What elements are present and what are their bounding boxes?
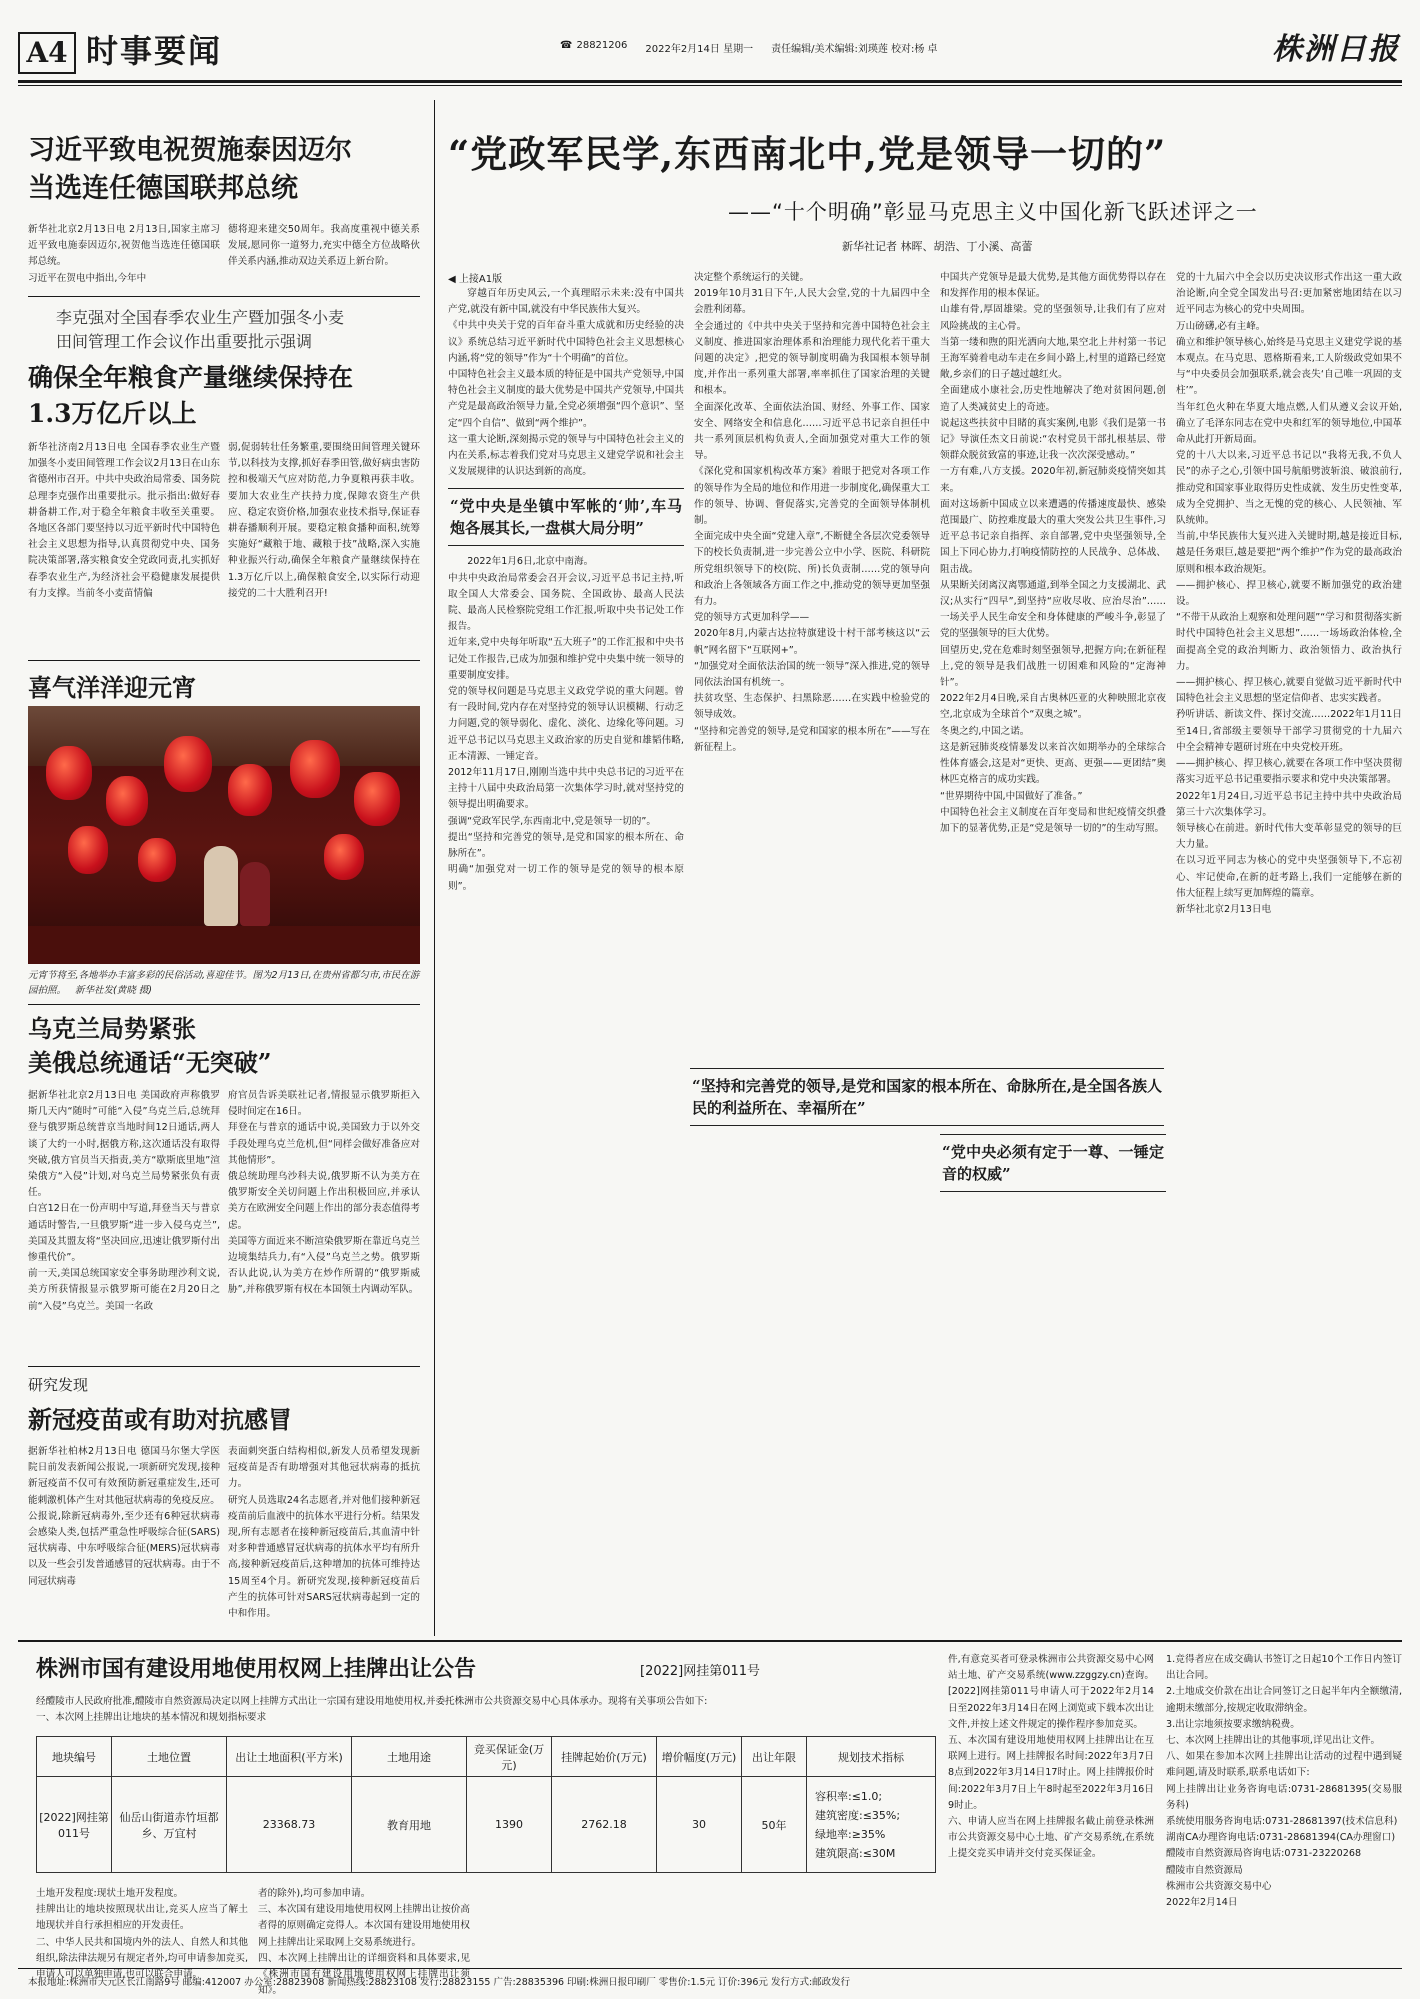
lantern-photo [28,706,420,964]
ukraine-body-col2: 府官员告诉美联社记者,情报显示俄罗斯拒入侵时间定在16日。 拜登在与普京的通话中说,美国致力于以外交手段处理乌克兰危机,但“同样会做好准备应对其他情形”。 俄总统助理乌沙科夫说,俄罗斯不认为美方在俄罗斯安全关切问题上作出积极回应,并承认美方在欧洲安全问题上作出的部分表态值得考虑。 美国等方面近来不断渲染俄罗斯在靠近乌克兰边境集结兵力,有“入侵”乌克兰之势。俄罗斯否认此说,认为美方在炒作所谓的“俄罗斯威胁”,并称俄罗斯有权在本国领土内调动军队。 [228,1090,420,1296]
page-number-text: A4 [26,36,68,69]
photo-floor [28,926,420,964]
ukraine-headline-line2: 美俄总统通话“无突破” [28,1048,272,1077]
jump-text: 上接A1版 [458,274,503,285]
ukraine-body-col1: 据新华社北京2月13日电 美国政府声称俄罗斯几天内“随时”可能“入侵”乌克兰后,总统拜登与俄罗斯总统普京当地时间12日通话,两人谈了大约一小时,据俄方称,这次通话没有取得突破,俄方官员当天指责,美方“歇斯底里地”渲染俄方“入侵”计划,对乌克兰局势紧张负有责任。 白宫12日在一份声明中写道,拜登当天与普京通话时警告,一旦俄罗斯“进一步入侵乌克兰”,美国及其盟友将“坚决回应,迅速让俄罗斯付出惨重代价”。 前一天,美国总统国家安全事务助理沙利文说,美方所获情报显示俄罗斯可能在2月20日之前“入侵”乌克兰。美国一名政 [28,1090,220,1312]
table-header-row [37,1737,936,1777]
column-divider [434,100,435,1636]
grain-body-col1: 新华社济南2月13日电 全国春季农业生产暨加强冬小麦田间管理工作会议2月13日在山东省德州市召开。中共中央政治局常委、国务院总理李克强作出重要批示。批示指出:做好春耕备耕工作,对于稳全年粮食丰收至关重要。各地区各部门要坚持以习近平新时代中国特色社会主义思想为指导,认真贯彻党中央、国务院决策部署,落实粮食安全党政同责,扎实抓好春季农业生产,为经济社会平稳健康发展提供有力支撑。当前冬小麦苗情偏 [28,442,220,599]
table-cell: 30 [657,1777,742,1873]
lantern-caption-text: 元宵节将至,各地举办丰富多彩的民俗活动,喜迎佳节。图为2月13日,在贵州省都匀市,市民在游园拍照。 [28,970,420,996]
table-header: 规划技术指标 [807,1737,936,1777]
grain-headline-line1: 确保全年粮食产量继续保持在 [28,363,354,392]
table-header: 竞买保证金(万元) [467,1737,552,1777]
photo-people [240,862,270,926]
vaccine-body-col1: 据新华社柏林2月13日电 德国马尔堡大学医院日前发表新闻公报说,一项新研究发现,接种新冠疫苗不仅可有效预防新冠重症发生,还可能刺激机体产生对其他冠状病毒的免疫反应。 公报说,除新冠病毒外,至少还有6种冠状病毒会感染人类,包括严重急性呼吸综合征(SARS)冠状病毒、中东呼吸综合征(MERS)冠状病毒以及一些会引发普通感冒的冠状病毒。由于不同冠状病毒 [28,1446,220,1587]
notice-number: [2022]网挂第011号 [640,1664,761,1679]
xi-headline-line2: 当选连任德国联邦总统 [28,173,298,204]
table-cell: [2022]网挂第011号 [37,1777,112,1873]
spec-line: 建筑密度:≤35%; [815,1808,901,1822]
lantern-icon [324,834,364,880]
grain-kicker-line2: 田间管理工作会议作出重要批示强调 [56,332,313,351]
masthead-rule-thin [18,85,1402,86]
paper-logo: 株洲日报 [1272,32,1400,67]
table-header: 地块编号 [37,1737,112,1777]
table-header: 挂牌起始价(万元) [552,1737,657,1777]
divider [28,1366,420,1367]
spec-line: 容积率:≤1.0; [815,1789,883,1803]
vaccine-body-col2: 表面刺突蛋白结构相似,新发人员希望发现新冠疫苗是否有助增强对其他冠状病毒的抵抗力。 研究人员选取24名志愿者,并对他们接种新冠疫苗前后血液中的抗体水平进行分析。结果发现,所有志愿者在接种新冠疫苗后,其血清中针对多种普通感冒冠状病毒的抗体水平均有所升高,接种新冠疫苗后,这种增加的抗体可维持达15周至4个月。新研究发现,接种新冠疫苗后产生的抗体可针对SARS冠状病毒起到一定的中和作用。 [228,1446,420,1620]
lead-col2: 决定整个系统运行的关键。 2019年10月31日下午,人民大会堂,党的十九届四中全会胜利闭幕。 全会通过的《中共中央关于坚持和完善中国特色社会主义制度、推进国家治理体系和治理能力现代化若干重大问题的决定》,把党的领导制度明确为我国根本领导制度,并作出一系列重大部署,率率抓住了国家治理的关键和根本。 全面深化改革、全面依法治国、财经、外事工作、国家安全、网络安全和信息化……习近平总书记亲自担任中共一系列顶层机构负责人,全面加强党对重大工作的领导。 《深化党和国家机构改革方案》着眼于把党对各项工作的领导作为全局的地位和作用进一步制度化,确保重大工作的领导、协调、督促落实,完善党的全面领导体制机制。 全面完成中央全面“党建入章”,不断健全各层次党委领导下的校长负责制,进一步完善公立中小学、医院、科研院所党组织领导下的校(院、所)长负责制……党的领导向和政治上各领域各方面工作之中,推动党的领导更加坚强有力。 党的领导方式更加科学—— 2020年8月,内蒙古达拉特旗建设十村干部考核这以“云帆”网名留下“互联网+”。 “加强党对全面依法治国的统一领导”深入推进,党的领导同依法治国有机统一。 扶贫攻坚、生态保护、扫黑除恶……在实践中检验党的领导成效。 “坚持和完善党的领导,是党和国家的根本所在”——写在新征程上。 [694,272,930,753]
divider [28,296,420,297]
table-header: 出让土地面积(平方米) [227,1737,352,1777]
spec-line: 绿地率:≥35% [815,1827,886,1841]
header-date: 2022年2月14日 星期一 [645,44,754,55]
lead-quote-3: “党中央必须有定于一尊、一锤定音的权威” [940,1134,1166,1192]
notice-body-4: 1.竞得者应在成交确认书签订之日起10个工作日内签订出让合同。 2.土地成交价款在出让合同签订之日起半年内全额缴清,逾期未缴部分,按规定收取滞纳金。 3.出让宗地须按要求缴纳税费。 七、本次网上挂牌出让的其他事项,详见出让文件。 八、如果在参加本次网上挂牌出让活动的过程中遇到疑难问题,请及时联系,联系电话如下: 网上挂牌出让业务咨询电话:0731-28681395(交易服务科) 系统使用服务咨询电话:0731-28681397(技术信息科) 湖南CA办理咨询电话:0731-28681394(CA办理窗口) 醴陵市自然资源局咨询电话:0731-23220268 醴陵市自然资源局 株洲市公共资源交易中心 2022年2月14日 [1166,1654,1402,1909]
divider [28,660,420,661]
table-cell-specs [807,1777,936,1873]
footer-rule [18,1968,1402,1969]
lead-quote-1: “党中央是坐镇中军帐的‘帅’,车马炮各展其长,一盘棋大局分明” [448,488,684,546]
notice-table [36,1736,936,1873]
grain-body-col2: 弱,促弱转壮任务繁重,要围绕田间管理关键环节,以科技为支撑,抓好春季田管,做好病虫害防控和极端天气应对防范,力争夏粮再获丰收。要加大农业生产扶持力度,保障农资生产供应、稳定农资价格,加强农业技术指导,保证春耕春播顺利开展。要稳定粮食播种面积,统筹实施好“藏粮于地、藏粮于技”战略,深入实施种业振兴行动,确保全年粮食产量继续保持在1.3万亿斤以上,确保粮食安全,以实际行动迎接党的二十大胜利召开! [228,442,420,599]
table-header: 土地位置 [112,1737,227,1777]
lantern-caption-credit: 新华社发(黄晓 摄) [75,985,152,996]
triangle-left-icon: ◀ [448,274,456,285]
table-cell: 仙岳山街道赤竹垣都乡、万宜村 [112,1777,227,1873]
vaccine-kicker: 研究发现 [28,1376,89,1394]
lantern-headline: 喜气洋洋迎元宵 [28,673,196,702]
lantern-icon [138,838,176,882]
table-cell: 2762.18 [552,1777,657,1873]
notice-body-1: 土地开发程度:现状土地开发程度。 挂牌出让的地块按照现状出让,竞买人应当了解土地现状并自行承担相应的开发责任。 二、中华人民共和国境内外的法人、自然人和其他组织,除法律法规另有规定者外,均可申请参加竞买,申请人可以单独申请,也可以联合申请。 [36,1888,248,1981]
table-cell: 教育用地 [352,1777,467,1873]
grain-kicker [56,306,422,354]
lead-subheadline: ——“十个明确”彰显马克思主义中国化新飞跃述评之一 [728,200,1258,224]
masthead-rule [18,80,1402,83]
xi-body-col1: 新华社北京2月13日电 2月13日,国家主席习近平致电施泰因迈尔,祝贺他当选连任德国联邦总统。 习近平在贺电中指出,今年中 [28,224,220,284]
header-editors: 责任编辑/美术编辑:刘瑛莲 校对:杨 卓 [771,44,938,55]
jump-marker [448,270,502,285]
spec-line: 建筑限高:≤30M [815,1846,896,1860]
table-cell: 23368.73 [227,1777,352,1873]
lantern-caption [28,968,420,998]
section-rule [18,1640,1402,1642]
footer-text: 本报地址:株洲市天元区长江南路9号 邮编:412007 办公室:28823908 新闻热线:28823108 发行:28823155 广告:28835396 印刷:株洲日报印刷厂 零售价:1.5元 订价:396元 发行方式:邮政发行 [28,1977,851,1988]
xi-headline-line1: 习近平致电祝贺施泰因迈尔 [28,135,352,166]
lead-col4: 党的十九届六中全会以历史决议形式作出这一重大政治论断,向全党全国发出号召:更加紧密地团结在以习近平同志为核心的党中央周围。 万山磅礴,必有主峰。 确立和维护领导核心,始终是马克思主义建党学说的基本观点。在马克思、恩格斯看来,工人阶级政党如果不与“中央委员会加强联系,就会丧失‘自己唯一巩固的支柱’”。 当年红色火种在华夏大地点燃,人们从遵义会议开始,确立了毛泽东同志在党中央和红军的领导地位,中国革命从此打开新局面。 党的十八大以来,习近平总书记以“我将无我,不负人民”的赤子之心,引领中国号航船劈波斩浪、破浪前行,推动党和国家事业取得历史性成就、发生历史性变革,成为全党拥护、当之无愧的党的核心、人民领袖、军队统帅。 当前,中华民族伟大复兴进入关键时期,越是接近目标,越是任务艰巨,越是要把“两个维护”作为党的最高政治原则和根本政治规矩。 ——拥护核心、捍卫核心,就要不断加强党的政治建设。 “不带干从政治上观察和处理问题”“学习和贯彻落实新时代中国特色社会主义思想”……一场场政治体检,全面提高全党的政治判断力、政治领悟力、政治执行力。 ——拥护核心、捍卫核心,就要自觉做习近平新时代中国特色社会主义思想的坚定信仰者、忠实实践者。 矜听讲话、新读文件、探讨交流……2022年1月11日至14日,省部级主要领导干部学习贯彻党的十九届六中全会精神专题研讨班在中央党校开班。 ——拥护核心、捍卫核心,就要在各项工作中坚决贯彻落实习近平总书记重要指示要求和党中央决策部署。 2022年1月24日,习近平总书记主持中共中央政治局第三十六次集体学习。 领导核心在前进。新时代伟大变革彰显党的领导的巨大力量。 在以习近平同志为核心的党中央坚强领导下,不忘初心、牢记使命,在新的赶考路上,我们一定能够在新的伟大征程上续写更加辉煌的篇章。 新华社北京2月13日电 [1176,272,1402,915]
notice-intro: 经醴陵市人民政府批准,醴陵市自然资源局决定以网上挂牌方式出让一宗国有建设用地使用权,并委托株洲市公共资源交易中心具体承办。现将有关事项公告如下: 一、本次网上挂牌出让地块的基本情况和规划指标要求 [36,1696,708,1724]
notice-body-2: 者的除外),均可参加申请。 三、本次国有建设用地使用权网上挂牌出让按价高者得的原则确定竞得人。本次国有建设用地使用权网上挂牌出让采取网上交易系统进行。 四、本次网上挂牌出让的详细资料和具体要求,见《株洲市国有建设用地使用权网上挂牌出让须知》。 [258,1888,470,1997]
notice-body-3: 件,有意竞买者可登录株洲市公共资源交易中心网站土地、矿产交易系统(www.zzggzy.cn)查询。[2022]网挂第011号申请人可于2022年2月14日至2022年3月14日在网上浏览或下载本次出让文件,并按上述文件规定的操作程序参加竞买。 五、本次国有建设用地使用权网上挂牌出让在互联网上进行。网上挂牌报名时间:2022年3月7日8点到2022年3月14日17时止。网上挂牌报价时间:2022年3月7日上午8时起至2022年3月16日9时止。 六、申请人应当在网上挂牌报名截止前登录株洲市公共资源交易中心土地、矿产交易系统,在系统上提交竞买申请并交付竞买保证金。 [948,1654,1154,1860]
lantern-icon [106,776,148,826]
lead-byline: 新华社记者 林晖、胡浩、丁小溪、高蕾 [842,240,1033,253]
section-title: 时事要闻 [86,32,223,70]
page-number [18,32,76,74]
lantern-icon [290,740,340,798]
lantern-icon [68,826,108,874]
xi-headline [28,132,418,208]
header-meta [560,40,938,55]
lead-col3-text: 中国共产党领导是最大优势,是其他方面优势得以存在和发挥作用的根本保证。 山雄有骨,厚固雄梁。党的坚强领导,让我们有了应对风险挑战的主心骨。 当第一缕和煦的阳光洒向大地,果空北上井村第一书记王海军骑着电动车走在乡间小路上,村里的道路已经宽敞,乡亲们的日子越过越红火。 全面建成小康社会,历史性地解决了绝对贫困问题,创造了人类减贫史上的奇迹。 说起这些扶贫中目睹的真实案例,电影《我们是第一书记》导演任杰文日前说:“农村党员干部扎根基层、带领群众脱贫致富的事迹,让我一次次深受感动。” 一方有难,八方支援。2020年初,新冠肺炎疫情突如其来。 面对这场新中国成立以来遭遇的传播速度最快、感染范围最广、防控难度最大的重大突发公共卫生事件,习近平总书记亲自指挥、亲自部署,党中央坚强领导,全国上下同心协力,打响疫情防控的人民战争、总体战、阻击战。 从果断关闭离汉离鄂通道,到举全国之力支援湖北、武汉;从实行“四早”,到坚持“应收尽收、应治尽治”……一场关乎人民生命安全和身体健康的严峻斗争,彰显了党的坚强领导的巨大优势。 回望历史,党在危难时刻坚强领导,把握方向;在新征程上,党的领导是我们战胜一切困难和风险的“定海神针”。 2022年2月4日晚,采自古奥林匹亚的火种映照北京夜空,北京成为全球首个“双奥之城”。 冬奥之约,中国之诺。 这是新冠肺炎疫情暴发以来首次如期举办的全球综合性体育盛会,这是对“更快、更高、更强——更团结”奥林匹克格言的成功实践。 “世界期待中国,中国做好了准备。” 中国特色社会主义制度在百年变局和世纪疫情交织叠加下的显著优势,正是“党是领导一切的”的生动写照。 [940,272,1166,834]
table-cell: 50年 [742,1777,807,1873]
ukraine-headline [28,1012,420,1080]
table-header: 出让年限 [742,1737,807,1777]
lantern-icon [228,764,272,816]
table-cell: 1390 [467,1777,552,1873]
photo-people [204,846,238,926]
header-phone: 28821206 [576,40,628,51]
grain-headline [28,360,420,432]
phone-icon: ☎ [560,40,573,51]
vaccine-headline: 新冠疫苗或有助对抗感冒 [28,1405,292,1434]
notice-table-wrap [36,1736,936,1873]
lantern-icon [354,772,400,826]
table-row [37,1777,936,1873]
lead-quote-2: “坚持和完善党的领导,是党和国家的根本所在、命脉所在,是全国各族人民的利益所在、幸福所在” [690,1068,1164,1126]
lead-col1-text: 穿越百年历史风云,一个真理昭示未来:没有中国共产党,就没有新中国,就没有中华民族伟大复兴。 《中共中央关于党的百年奋斗重大成就和历史经验的决议》系统总结习近平新时代中国特色社会主义思想核心内涵,将“党的领导”作为“十个明确”的首位。 中国特色社会主义最本质的特征是中国共产党领导,中国特色社会主义制度的最大优势是中国共产党领导,中国共产党是最高政治领导力量,全党必须增强“四个意识”、坚定“四个自信”、做到“两个维护”。 这一重大论断,深刻揭示党的领导与中国特色社会主义的内在关系,标志着我们党对马克思主义建党学说和社会主义发展规律的认识达到新的高度。 [448,288,684,478]
divider [28,1004,420,1005]
lead-col1 [448,286,684,1600]
grain-kicker-line1: 李克强对全国春季农业生产暨加强冬小麦 [56,308,345,327]
lead-headline: “党政军民学,东西南北中,党是领导一切的” [448,132,1167,176]
ukraine-headline-line1: 乌克兰局势紧张 [28,1014,196,1043]
lead-col1b-text: 2022年1月6日,北京中南海。 中共中央政治局常委会召开会议,习近平总书记主持,听取全国人大常委会、国务院、全国政协、最高人民法院、最高人民检察院党组工作汇报,听取中央书记处工作报告。 近年来,党中央每年听取“五大班子”的工作汇报和中央书记处工作报告,已成为加强和维护党中央集中统一领导的重要制度安排。 党的领导权问题是马克思主义政党学说的重大问题。曾有一段时间,党内存在对坚持党的领导认识模糊、行动乏力问题,党的领导弱化、虚化、淡化、边缘化等问题。习近平总书记以马克思主义政治家的历史自觉和雄韬伟略,正本清源、一锤定音。 2012年11月17日,刚刚当选中共中央总书记的习近平在主持十八届中央政治局第一次集体学习时,就对坚持党的领导提出明确要求。 强调“党政军民学,东西南北中,党是领导一切的”。 提出“坚持和完善党的领导,是党和国家的根本所在、命脉所在”。 明确“加强党对一切工作的领导是党的领导的根本原则”。 [448,556,684,892]
notice-title: 株洲市国有建设用地使用权网上挂牌出让公告 [36,1656,477,1682]
lantern-icon [164,736,212,792]
table-header: 增价幅度(万元) [657,1737,742,1777]
xi-body-col2: 德将迎来建交50周年。我高度重视中德关系发展,愿同你一道努力,充实中德全方位战略伙伴关系内涵,推动双边关系迈上新台阶。 [228,224,420,268]
lantern-icon [46,746,92,800]
grain-headline-line2: 1.3万亿斤以上 [28,399,197,428]
table-header: 土地用途 [352,1737,467,1777]
